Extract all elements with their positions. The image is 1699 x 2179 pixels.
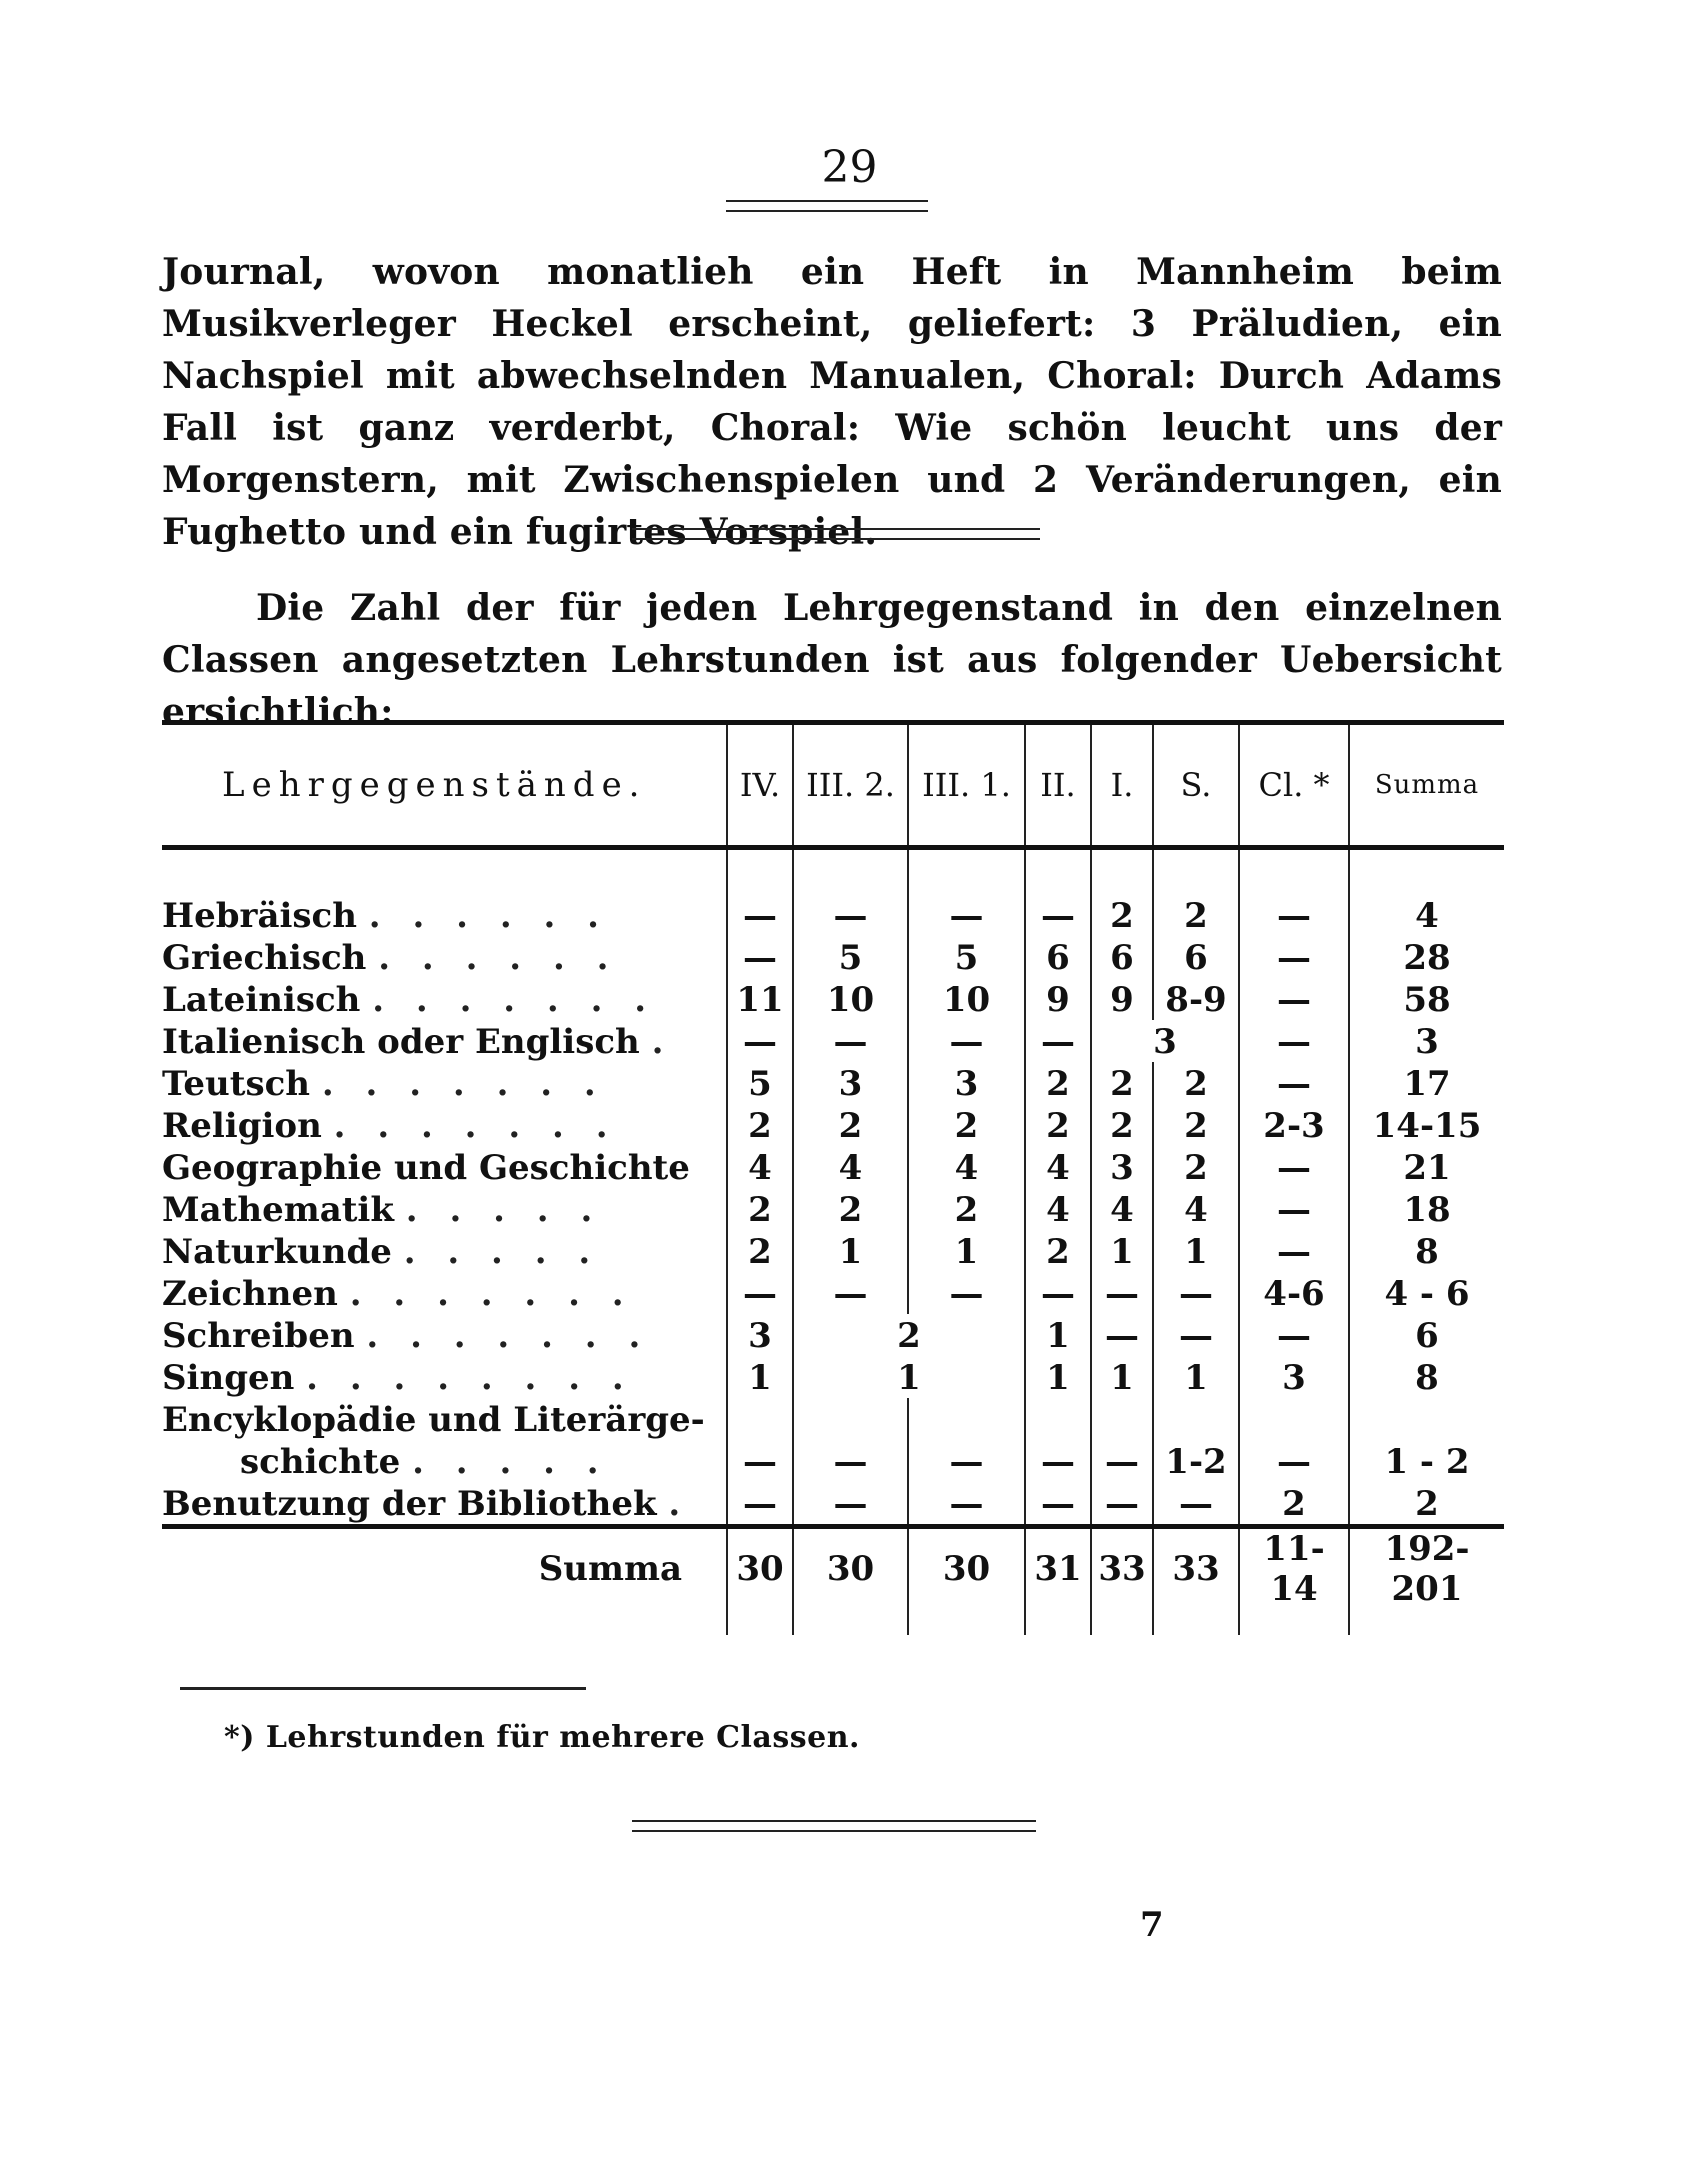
value-cell: 9: [1025, 978, 1091, 1020]
total-cell: 31: [1025, 1527, 1091, 1610]
value-cell: —: [1239, 1314, 1349, 1356]
table-row: [162, 894, 1504, 936]
subject-cell: Italienisch oder Englisch .: [162, 1022, 674, 1062]
section-divider-rule: [632, 528, 1040, 540]
value-cell: 3: [727, 1314, 793, 1356]
value-cell-merged: 2: [793, 1314, 1025, 1356]
value-cell: 3: [793, 1062, 908, 1104]
value-cell: 5: [908, 936, 1025, 978]
value-cell: 4: [727, 1146, 793, 1188]
value-cell: [1025, 1398, 1091, 1440]
subject-cell: Encyklopädie und Literärge-: [162, 1400, 705, 1440]
value-cell: —: [1091, 1482, 1153, 1527]
total-cell: 11-14: [1239, 1527, 1349, 1610]
value-cell: 2: [1153, 1062, 1239, 1104]
value-cell: 1: [1153, 1230, 1239, 1272]
value-cell: —: [727, 1482, 793, 1527]
value-cell: 6: [1025, 936, 1091, 978]
sum-cell: 17: [1349, 1062, 1504, 1104]
value-cell: 6: [1153, 936, 1239, 978]
value-cell: 2: [1025, 1230, 1091, 1272]
value-cell: 1: [1025, 1356, 1091, 1398]
bottom-double-rule: [632, 1820, 1036, 1832]
table-row: [162, 1440, 1504, 1482]
value-cell: 2: [727, 1104, 793, 1146]
value-cell: 3: [1239, 1356, 1349, 1398]
value-cell: [727, 1398, 793, 1440]
total-cell: 30: [793, 1527, 908, 1610]
value-cell: 5: [727, 1062, 793, 1104]
sum-cell: 18: [1349, 1188, 1504, 1230]
sum-cell: 8: [1349, 1356, 1504, 1398]
header-class-iii-2: III. 2.: [793, 725, 908, 848]
table-row: [162, 1482, 1504, 1527]
sum-cell: 4: [1349, 894, 1504, 936]
value-cell: 2: [1091, 1104, 1153, 1146]
subject-cell: Hebräisch . . . . . .: [162, 896, 610, 936]
value-cell: —: [727, 1020, 793, 1062]
value-cell: —: [1239, 936, 1349, 978]
sum-cell: 1 - 2: [1349, 1440, 1504, 1482]
subject-cell: Schreiben . . . . . . .: [162, 1316, 651, 1356]
value-cell-merged: 1: [793, 1356, 1025, 1398]
total-cell: 30: [727, 1527, 793, 1610]
value-cell: 2: [908, 1104, 1025, 1146]
value-cell: 2: [727, 1188, 793, 1230]
table-row: [162, 1356, 1504, 1398]
value-cell: 5: [793, 936, 908, 978]
value-cell: —: [908, 1440, 1025, 1482]
total-cell: 30: [908, 1527, 1025, 1610]
value-cell: —: [1153, 1314, 1239, 1356]
value-cell: —: [908, 1482, 1025, 1527]
value-cell: 9: [1091, 978, 1153, 1020]
value-cell: 2: [1025, 1062, 1091, 1104]
value-cell: 2: [793, 1104, 908, 1146]
sum-cell: 58: [1349, 978, 1504, 1020]
header-combined-classes: Cl. *: [1239, 725, 1349, 848]
signature-mark: 7: [1140, 1905, 1164, 1945]
sum-cell: 6: [1349, 1314, 1504, 1356]
value-cell: —: [908, 1020, 1025, 1062]
value-cell: 2: [1091, 1062, 1153, 1104]
header-class-i: I.: [1091, 725, 1153, 848]
value-cell: —: [908, 894, 1025, 936]
table-row: [162, 1272, 1504, 1314]
value-cell: 1: [727, 1356, 793, 1398]
value-cell: —: [1153, 1482, 1239, 1527]
value-cell: [1091, 1398, 1153, 1440]
value-cell: —: [1025, 894, 1091, 936]
table-row: [162, 1062, 1504, 1104]
value-cell: 4: [1025, 1146, 1091, 1188]
header-class-s: S.: [1153, 725, 1239, 848]
value-cell: —: [793, 1482, 908, 1527]
value-cell: —: [1091, 1440, 1153, 1482]
total-label: Summa: [162, 1527, 727, 1610]
subject-cell: Religion . . . . . . .: [162, 1106, 618, 1146]
table-row: [162, 1104, 1504, 1146]
total-cell: 33: [1153, 1527, 1239, 1610]
value-cell: 4-6: [1239, 1272, 1349, 1314]
value-cell: —: [793, 1020, 908, 1062]
value-cell: 2: [1091, 894, 1153, 936]
value-cell: —: [727, 1272, 793, 1314]
total-sum-cell: 192-201: [1349, 1527, 1504, 1610]
sum-cell: 4 - 6: [1349, 1272, 1504, 1314]
value-cell: —: [1239, 1146, 1349, 1188]
value-cell: 2: [1239, 1482, 1349, 1527]
value-cell: —: [793, 1272, 908, 1314]
header-class-ii: II.: [1025, 725, 1091, 848]
value-cell: 10: [793, 978, 908, 1020]
subject-cell: Mathematik . . . . .: [162, 1190, 603, 1230]
header-double-rule: [726, 200, 928, 212]
value-cell: —: [793, 1440, 908, 1482]
value-cell: 4: [1025, 1188, 1091, 1230]
value-cell: 1: [1091, 1230, 1153, 1272]
sum-cell: [1349, 1398, 1504, 1440]
lesson-hours-table: [162, 720, 1504, 1635]
value-cell: 4: [1153, 1188, 1239, 1230]
value-cell: [1153, 1398, 1239, 1440]
value-cell: —: [1239, 1020, 1349, 1062]
subject-cell: Singen . . . . . . . .: [162, 1358, 634, 1398]
value-cell: —: [1239, 894, 1349, 936]
sum-cell: 21: [1349, 1146, 1504, 1188]
paragraph-intro: [162, 582, 1502, 738]
header-class-iv: IV.: [727, 725, 793, 848]
value-cell: 1: [1025, 1314, 1091, 1356]
value-cell: —: [727, 1440, 793, 1482]
table-row: [162, 936, 1504, 978]
value-cell: —: [1239, 1188, 1349, 1230]
footnote: *) Lehrstunden für mehrere Classen.: [224, 1720, 860, 1755]
header-class-iii-1: III. 1.: [908, 725, 1025, 848]
value-cell: —: [1239, 1440, 1349, 1482]
table-row: [162, 1020, 1504, 1062]
value-cell: 2: [908, 1188, 1025, 1230]
subject-cell: Naturkunde . . . . .: [162, 1232, 601, 1272]
value-cell: —: [793, 894, 908, 936]
value-cell: —: [1025, 1020, 1091, 1062]
value-cell: —: [908, 1272, 1025, 1314]
table-row: [162, 1230, 1504, 1272]
value-cell: 10: [908, 978, 1025, 1020]
value-cell: 3: [908, 1062, 1025, 1104]
value-cell: —: [1091, 1272, 1153, 1314]
value-cell: 8-9: [1153, 978, 1239, 1020]
header-subject: Lehrgegenstände.: [162, 725, 727, 848]
sum-cell: 8: [1349, 1230, 1504, 1272]
value-cell: 2: [1153, 1104, 1239, 1146]
paragraph-intro-text: Die Zahl der für jeden Lehrgegenstand in den einzelnen Classen angesetzten Lehrstunden ist aus folgender Uebersicht ersichtlich:: [162, 587, 1502, 733]
sum-cell: 14-15: [1349, 1104, 1504, 1146]
table-row: [162, 1398, 1504, 1440]
value-cell: 2: [1153, 894, 1239, 936]
value-cell: —: [1025, 1272, 1091, 1314]
value-cell: 4: [793, 1146, 908, 1188]
value-cell: 2: [727, 1230, 793, 1272]
subject-cell: Teutsch . . . . . . .: [162, 1064, 606, 1104]
value-cell: 3: [1091, 1146, 1153, 1188]
subject-cell: Benutzung der Bibliothek .: [162, 1484, 691, 1524]
value-cell: —: [727, 894, 793, 936]
subject-cell: Zeichnen . . . . . . .: [162, 1274, 634, 1314]
value-cell: 2: [1153, 1146, 1239, 1188]
page-number: 29: [821, 142, 878, 193]
table-header-row: [162, 725, 1504, 848]
value-cell: —: [727, 936, 793, 978]
subject-cell: schichte . . . . .: [240, 1442, 609, 1482]
value-cell-merged: 3: [1091, 1020, 1239, 1062]
subject-cell: Griechisch . . . . . .: [162, 938, 619, 978]
value-cell: 4: [1091, 1188, 1153, 1230]
value-cell: [908, 1398, 1025, 1440]
sum-cell: 28: [1349, 936, 1504, 978]
value-cell: 6: [1091, 936, 1153, 978]
footnote-rule: [180, 1687, 586, 1690]
value-cell: —: [1091, 1314, 1153, 1356]
value-cell: —: [1025, 1482, 1091, 1527]
value-cell: 2-3: [1239, 1104, 1349, 1146]
table-row: [162, 1188, 1504, 1230]
value-cell: 1: [1091, 1356, 1153, 1398]
value-cell: —: [1153, 1272, 1239, 1314]
value-cell: 2: [1025, 1104, 1091, 1146]
table-row: [162, 1314, 1504, 1356]
paragraph-journal: [162, 246, 1502, 558]
value-cell: —: [1239, 1062, 1349, 1104]
sum-cell: 3: [1349, 1020, 1504, 1062]
value-cell: —: [1239, 978, 1349, 1020]
value-cell: 1: [1153, 1356, 1239, 1398]
value-cell: —: [1025, 1440, 1091, 1482]
table-row: [162, 1146, 1504, 1188]
value-cell: 4: [908, 1146, 1025, 1188]
header-sum: Summa: [1349, 725, 1504, 848]
value-cell: [793, 1398, 908, 1440]
total-row: [162, 1527, 1504, 1610]
sum-cell: 2: [1349, 1482, 1504, 1527]
value-cell: 2: [793, 1188, 908, 1230]
value-cell: —: [1239, 1230, 1349, 1272]
total-cell: 33: [1091, 1527, 1153, 1610]
table-row: [162, 978, 1504, 1020]
value-cell: [1239, 1398, 1349, 1440]
value-cell: 1: [793, 1230, 908, 1272]
value-cell: 1-2: [1153, 1440, 1239, 1482]
value-cell: 1: [908, 1230, 1025, 1272]
subject-cell: Geographie und Geschichte: [162, 1148, 690, 1188]
paragraph-journal-text: Journal, wovon monatlieh ein Heft in Mannheim beim Musikverleger Heckel erscheint, geliefert: 3 Präludien, ein Nachspiel mit abwechselnden Manualen, Choral: Durch Adams Fall ist ganz verderbt, Choral: Wie schön leucht uns der Morgenstern, mit Zwischenspielen und 2 Veränderungen, ein Fughetto und ein fugirtes Vorspiel.: [162, 251, 1502, 553]
value-cell: 11: [727, 978, 793, 1020]
subject-cell: Lateinisch . . . . . . .: [162, 980, 657, 1020]
